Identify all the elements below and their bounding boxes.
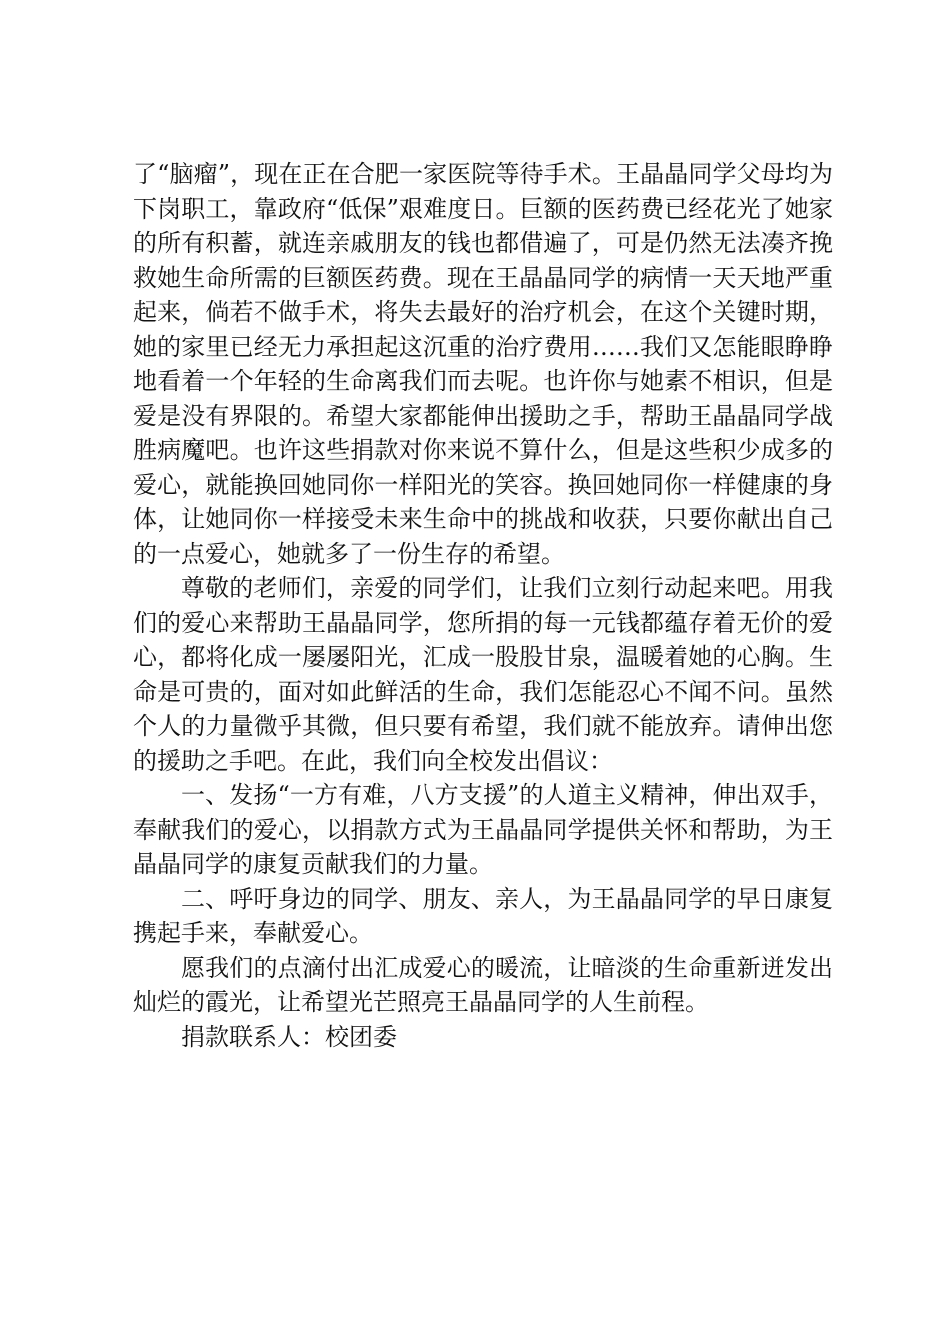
paragraph-proposal-two: 二、呼吁身边的同学、朋友、亲人，为王晶晶同学的早日康复携起手来，奉献爱心。 (133, 884, 833, 947)
paragraph-appeal: 尊敬的老师们，亲爱的同学们，让我们立刻行动起来吧。用我们的爱心来帮助王晶晶同学，您所捐的每一元钱都蕴存着无价的爱心，都将化成一屡屡阳光，汇成一股股甘泉，温暖着她的心胸。生命是可贵的，面对如此鲜活的生命，我们怎能忍心不闻不问。虽然个人的力量微乎其微，但只要有希望，我们就不能放弃。请伸出您的援助之手吧。在此，我们向全校发出倡议： (133, 574, 833, 775)
paragraph-proposal-one: 一、发扬“一方有难，八方支援”的人道主义精神，伸出双手，奉献我们的爱心，以捐款方式为王晶晶同学提供关怀和帮助，为王晶晶同学的康复贡献我们的力量。 (133, 781, 833, 878)
paragraph-contact: 捐款联系人：校团委 (181, 1022, 397, 1051)
document-body (133, 157, 833, 1054)
paragraph-closing-wish: 愿我们的点滴付出汇成爱心的暖流，让暗淡的生命重新迸发出灿烂的霞光，让希望光芒照亮王晶晶同学的人生前程。 (133, 953, 833, 1016)
paragraph-situation: 了“脑瘤”，现在正在合肥一家医院等待手术。王晶晶同学父母均为下岗职工，靠政府“低保”艰难度日。巨额的医药费已经花光了她家的所有积蓄，就连亲戚朋友的钱也都借遍了，可是仍然无法凑齐挽救她生命所需的巨额医药费。现在王晶晶同学的病情一天天地严重起来，倘若不做手术，将失去最好的治疗机会，在这个关键时期，她的家里已经无力承担起这沉重的治疗费用……我们又怎能眼睁睁地看着一个年轻的生命离我们而去呢。也许你与她素不相识，但是爱是没有界限的。希望大家都能伸出援助之手，帮助王晶晶同学战胜病魔吧。也许这些捐款对你来说不算什么，但是这些积少成多的爱心，就能换回她同你一样阳光的笑容。换回她同你一样健康的身体，让她同你一样接受未来生命中的挑战和收获，只要你献出自己的一点爱心，她就多了一份生存的希望。 (133, 160, 833, 568)
